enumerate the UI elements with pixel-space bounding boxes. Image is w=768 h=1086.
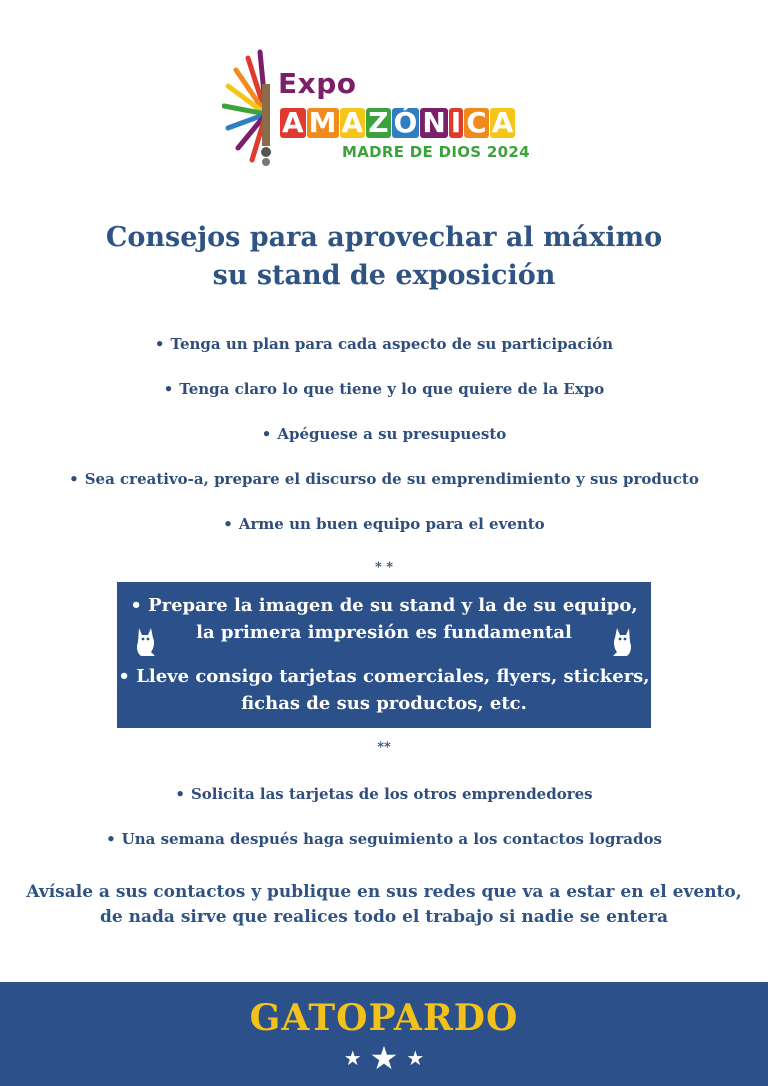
star-rating [0, 1039, 768, 1077]
closing-note-line-2: de nada sirve que realices todo el trabajo si nadie se entera [100, 907, 668, 927]
bullet-icon: • [69, 470, 79, 488]
brand-name: GATOPARDO [249, 997, 519, 1039]
highlight-line: • Lleve consigo tarjetas comerciales, flyers, stickers, [118, 666, 650, 687]
tip-text: Arme un buen equipo para el evento [238, 515, 545, 533]
page-title-line-1: Consejos para aprovechar al máximo [105, 222, 663, 253]
logo-letter: C [466, 106, 487, 139]
logo-letter: M [308, 106, 337, 139]
bullet-icon: • [106, 830, 116, 848]
highlight-line: la primera impresión es fundamental [196, 622, 572, 643]
tip-text: Sea creativo-a, prepare el discurso de su emprendimiento y sus producto [84, 470, 699, 488]
star-icon: ★ [406, 1046, 425, 1070]
separator-top: * * [374, 560, 394, 575]
logo-amazonica-text [280, 108, 515, 138]
bullet-icon: • [261, 425, 272, 443]
logo-letter: A [341, 106, 364, 139]
logo-letter: A [491, 106, 514, 139]
highlight-line: • Prepare la imagen de su stand y la de su equipo, [130, 595, 638, 616]
star-icon: ★ [369, 1039, 399, 1077]
highlight-line: fichas de sus productos, etc. [241, 693, 527, 714]
tip-item [0, 517, 768, 532]
cat-icon [133, 626, 159, 658]
bullet-icon: • [223, 515, 233, 533]
bullet-icon: • [154, 335, 165, 353]
tip-text: Tenga un plan para cada aspecto de su participación [170, 335, 614, 353]
tip-text: Tenga claro lo que tiene y lo que quiere de la Expo [179, 380, 605, 398]
tip-item [0, 427, 768, 442]
tip-text: Apéguese a su presupuesto [277, 425, 507, 443]
separator-bottom: ** [377, 740, 391, 755]
cat-icon [609, 626, 635, 658]
page-title-line-2: su stand de exposición [212, 260, 556, 291]
closing-note-line-1: Avísale a sus contactos y publique en sus redes que va a estar en el evento, [26, 882, 742, 902]
logo-subtitle: MADRE DE DIOS 2024 [342, 143, 530, 161]
bullet-icon: • [163, 380, 174, 398]
tip-item [0, 337, 768, 352]
logo-letter: Ó [393, 106, 418, 139]
footer-banner [0, 982, 768, 1086]
logo-letter: Z [368, 106, 389, 139]
feather-headdress-icon [222, 44, 282, 168]
logo-letter: N [422, 106, 446, 139]
logo-letter: I [450, 106, 462, 139]
tip-item [0, 832, 768, 847]
expo-amazonica-logo [222, 44, 552, 168]
tip-item [0, 787, 768, 802]
highlight-box [117, 582, 651, 728]
tip-text: Una semana después haga seguimiento a los contactos logrados [121, 830, 662, 848]
bullet-icon: • [175, 785, 185, 803]
tip-item [0, 472, 768, 487]
logo-expo-text: Expo [278, 67, 357, 100]
tip-text: Solicita las tarjetas de los otros emprendedores [190, 785, 593, 803]
logo-letter: A [282, 106, 304, 139]
tip-item [0, 382, 768, 397]
star-icon: ★ [343, 1046, 362, 1070]
